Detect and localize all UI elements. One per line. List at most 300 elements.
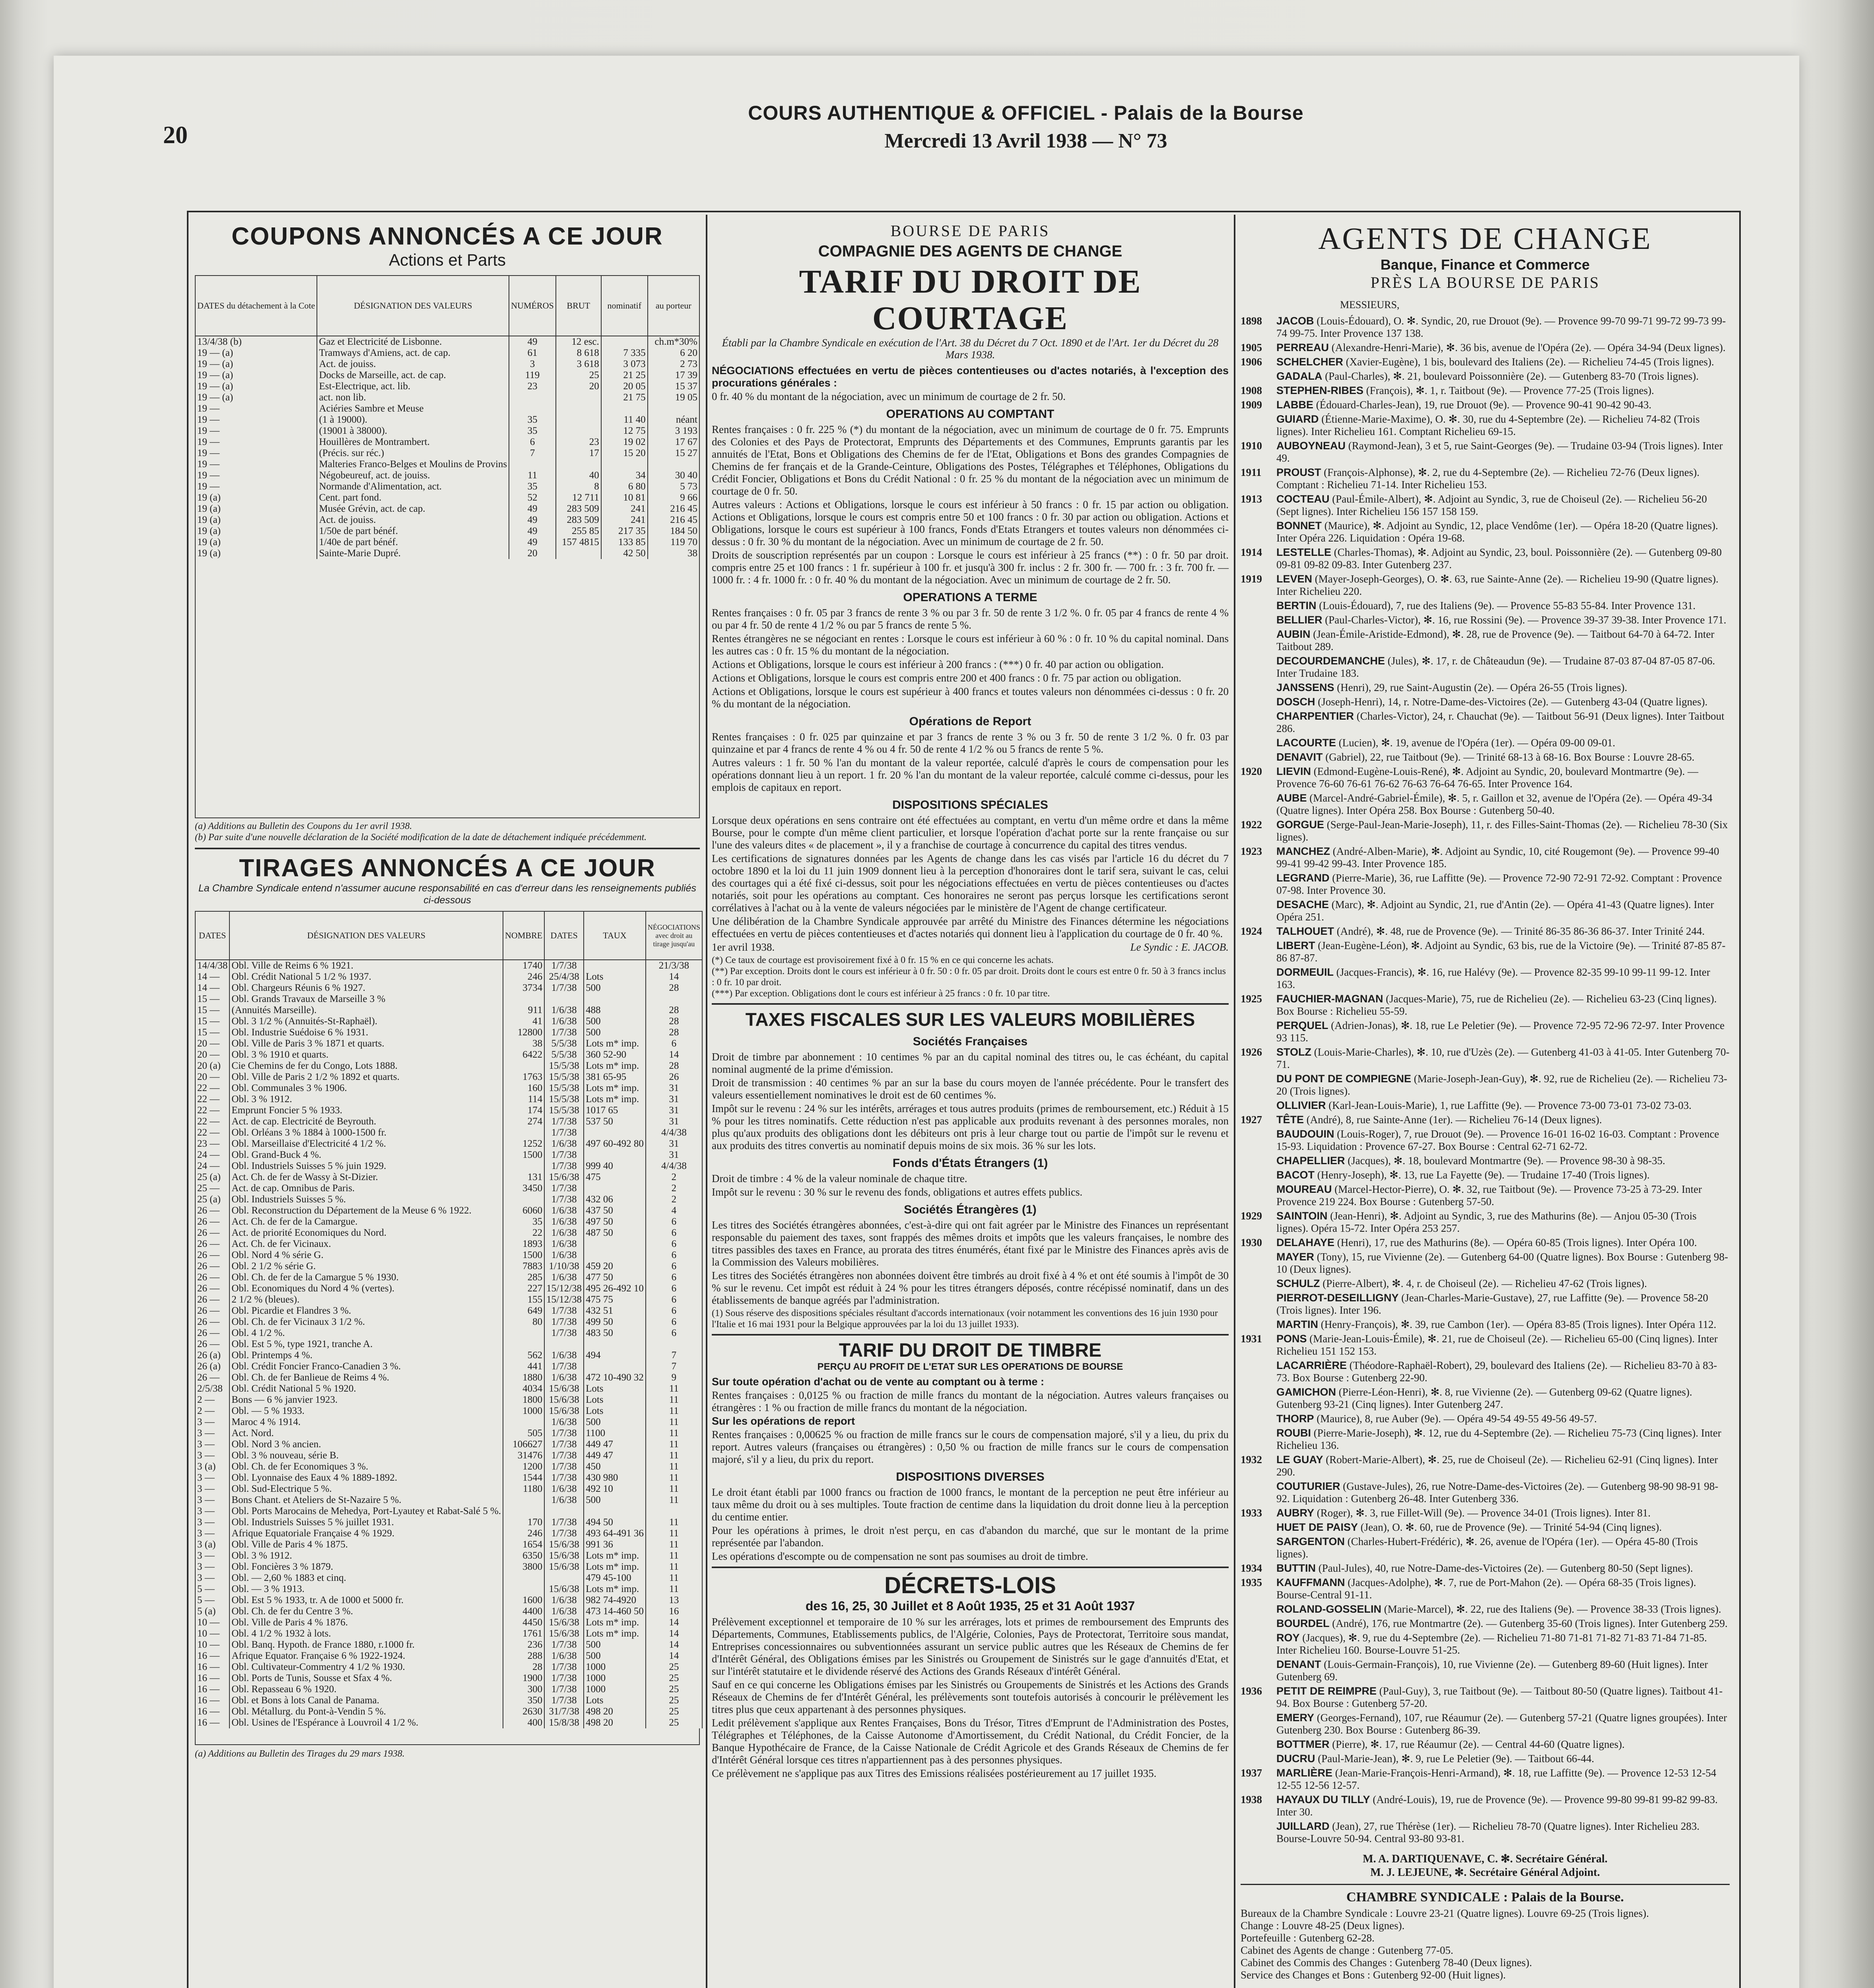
table-cell: néant — [648, 414, 699, 425]
agent-year: 1914 — [1241, 546, 1262, 558]
table-cell: 1763 — [503, 1072, 544, 1083]
table-cell: 11 — [646, 1495, 702, 1506]
comptant-para: Autres valeurs : Actions et Obligations, lorsque le cours est inférieur à 50 francs : 0 fr. 15 par action ou obligation. Actions et Obligations, lorsque le cours est compris entre 50 et 100 francs : 0 fr. 30 par action ou obligation. Actions et Obligations, lorsque le cours est supérieur à 100 francs, Fonds d'Etats Etrangers et toutes valeurs non dénommées ci-dessus : 0 fr. 30 % du montant de la négociation. Avec un minimum de courtage de 2 fr. 50. — [712, 499, 1229, 547]
table-cell: 991 36 — [584, 1539, 646, 1550]
table-cell: 21 25 — [601, 370, 648, 381]
agent-name: PROUST — [1276, 466, 1321, 478]
agent-year: 1909 — [1241, 399, 1262, 411]
table-cell: 15 27 — [648, 448, 699, 459]
table-cell: 1/6/38 — [544, 1016, 584, 1027]
table-cell: 649 — [503, 1305, 544, 1316]
table-cell: 488 — [584, 1005, 646, 1016]
table-cell: 1654 — [503, 1539, 544, 1550]
table-cell: 22 — — [195, 1083, 229, 1094]
agent-details: (Gabriel), 22, rue Taitbout (9e). — Trinité 68-13 à 68-16. Box Bourse : Louvre 28-65. — [1325, 751, 1695, 763]
table-cell: 26 — — [195, 1250, 229, 1261]
table-row — [195, 514, 699, 526]
table-cell: 1/6/38 — [544, 1239, 584, 1250]
table-cell: 155 — [503, 1294, 544, 1305]
table-cell: 500 — [584, 1650, 646, 1662]
agent-details: (André-Alben-Marie), ✻. Adjoint au Syndic, 10, cité Rougemont (9e). — Provence 99-40 99-41 99-42 99-43. Inter Provence 185. — [1276, 845, 1719, 870]
agent-details: (Jean-Henri), ✻. Adjoint au Syndic, 3, rue des Mathurins (8e). — Anjou 05-30 (Trois lignes). Opéra 15-72. Inter Opéra 253 257. — [1276, 1210, 1697, 1234]
table-row — [195, 1105, 702, 1116]
agent-details: (Gustave-Jules), 26, rue Notre-Dame-des-Victoires (2e). — Gutenberg 98-90 98-91 98-92. Liquidation : Gutenberg 26-48. Inter Gutenberg 336. — [1276, 1480, 1719, 1505]
nego-heading: NÉGOCIATIONS effectuées en vertu de pièces contentieuses ou d'actes notariés, à l'exception des procurations générales : — [712, 365, 1229, 389]
agent-name: BELLIER — [1276, 614, 1322, 626]
table-cell: 19 (a) — [195, 548, 317, 559]
agent-entry — [1241, 614, 1730, 626]
table-row — [195, 526, 699, 537]
divers-para: Les opérations d'escompte ou de compensation ne sont pas soumises au droit de timbre. — [712, 1550, 1088, 1562]
agent-entry — [1241, 1767, 1730, 1792]
table-row — [195, 392, 699, 403]
table-cell: 15 — — [195, 1016, 229, 1027]
table-cell: Lots m* imp. — [584, 1038, 646, 1049]
table-cell: Lots m* imp. — [584, 1083, 646, 1094]
table-cell: Obl. Crédit National 5 1/2 % 1937. — [229, 971, 503, 982]
table-cell: 487 50 — [584, 1227, 646, 1239]
timbre-subtitle: PERÇU AU PROFIT DE L'ETAT SUR LES OPERATIONS DE BOURSE — [817, 1361, 1123, 1372]
chambre-line: Cabinet des Commis des Changes : Gutenberg 78-40 (Deux lignes). — [1241, 1957, 1532, 1969]
table-row — [195, 1472, 702, 1483]
table-cell: Act. Ch. de fer Vicinaux. — [229, 1239, 503, 1250]
agent-year: 1924 — [1241, 925, 1262, 937]
coupons-note-a: (a) Additions au Bulletin des Coupons du 1er avril 1938. — [195, 821, 412, 831]
agent-name: LABBE — [1276, 399, 1313, 411]
table-cell: 500 — [584, 982, 646, 994]
agent-details: (Marie-Joseph-Jean-Guy), ✻. 92, rue de Richelieu (2e). — Richelieu 73-20 (Trois lignes). — [1276, 1073, 1727, 1097]
middle-column — [712, 217, 1229, 1988]
table-row — [195, 971, 702, 982]
table-cell: 15 20 — [601, 448, 648, 459]
table-cell: 20 — — [195, 1038, 229, 1049]
table-cell — [556, 425, 601, 437]
table-row — [195, 1684, 702, 1695]
table-cell: 498 20 — [584, 1717, 646, 1728]
table-cell: 40 — [556, 470, 601, 481]
secretary-general: M. A. DARTIQUENAVE, C. ✻. Secrétaire Général. — [1363, 1853, 1608, 1865]
table-row — [195, 481, 699, 492]
table-cell: 500 — [584, 1639, 646, 1650]
chambre-line: Service des Changes et Bons : Gutenberg 92-00 (Huit lignes). — [1241, 1969, 1506, 1981]
table-cell: 477 50 — [584, 1272, 646, 1283]
table-cell: 1000 — [503, 1406, 544, 1417]
agent-entry — [1241, 520, 1730, 544]
table-cell: Obl. Ville de Paris 2 1/2 % 1892 et quarts. — [229, 1072, 503, 1083]
agents-subtitle-2: PRÈS LA BOURSE DE PARIS — [1370, 274, 1600, 291]
table-cell: Obl. 3 % nouveau, série B. — [229, 1450, 503, 1461]
table-cell: 22 — [503, 1227, 544, 1239]
table-cell: 505 — [503, 1428, 544, 1439]
table-cell: 26 — — [195, 1339, 229, 1350]
table-cell: 31 — [646, 1116, 702, 1127]
agent-entry — [1241, 1427, 1730, 1452]
agent-name: GADALA — [1276, 370, 1322, 382]
table-row — [195, 1383, 702, 1394]
table-cell: Maroc 4 % 1914. — [229, 1417, 503, 1428]
table-cell: 430 980 — [584, 1472, 646, 1483]
agent-details: (Marie-Jean-Louis-Émile), ✻. 21, rue de Choiseul (2e). — Richelieu 65-00 (Cinq lignes). Inter Richelieu 151 152 153. — [1276, 1333, 1718, 1357]
table-cell: 19 (a) — [195, 514, 317, 526]
table-cell: 20 — — [195, 1049, 229, 1060]
agent-details: (Jean), 27, rue Thérèse (1er). — Richelieu 78-70 (Quatre lignes). Inter Richelieu 283. Bourse-Louvre 50-94. Central 93-80 93-81. — [1276, 1820, 1700, 1844]
table-cell: 30 40 — [648, 470, 699, 481]
table-cell: 1/6/38 — [544, 1650, 584, 1662]
table-cell: Sainte-Marie Dupré. — [317, 548, 509, 559]
agent-details: (Étienne-Marie-Maxime), O. ✻. 30, rue du 4-Septembre (2e). — Richelieu 74-82 (Trois lignes). Inter Richelieu 161. Comptant Richelieu 69-15. — [1276, 413, 1700, 437]
terme-para: Rentes françaises : 0 fr. 05 par 3 francs de rente 3 % ou par 3 fr. 50 de rente 3 1/2 %. 0 fr. 05 par 4 francs de rente 4 % ou par 4 fr. 50 de rente 4 1/2 % ou par 5 francs de rente 5 %. — [712, 607, 1229, 631]
table-cell: 288 — [503, 1650, 544, 1662]
table-cell — [556, 403, 601, 414]
table-cell: 11 — [646, 1528, 702, 1539]
table-cell: 3 — — [195, 1428, 229, 1439]
agent-name: DOSCH — [1276, 696, 1315, 708]
table-cell: 25 — [646, 1695, 702, 1706]
table-cell: 19 — — [195, 459, 317, 470]
table-cell: 4/4/38 — [646, 1161, 702, 1172]
table-cell: Obl. Ch. de fer Economiques 3 %. — [229, 1461, 503, 1472]
agent-details: (André), ✻. 48, rue de Provence (9e). — Trinité 86-35 86-36 86-37. Inter Trinité 244. — [1336, 925, 1705, 937]
table-cell: 119 70 — [648, 537, 699, 548]
table-cell: Obl. Printemps 4 %. — [229, 1350, 503, 1361]
table-cell: 28 — [646, 1060, 702, 1072]
table-cell: 28 — [503, 1662, 544, 1673]
table-cell: Obl. Crédit National 5 % 1920. — [229, 1383, 503, 1394]
table-cell: 11 — [646, 1417, 702, 1428]
table-cell: 1893 — [503, 1239, 544, 1250]
table-cell: Malteries Franco-Belges et Moulins de Provins — [317, 459, 509, 470]
table-cell: Obl. Economiques du Nord 4 % (vertes). — [229, 1283, 503, 1294]
agent-year: 1920 — [1241, 765, 1262, 777]
table-cell — [503, 1161, 544, 1172]
table-cell: 114 — [503, 1094, 544, 1105]
table-cell: Obl. 3 1/2 % (Annuités-St-Raphaël). — [229, 1016, 503, 1027]
table-cell: 4/4/38 — [646, 1127, 702, 1138]
table-cell: 16 — — [195, 1684, 229, 1695]
table-cell: 31 — [646, 1094, 702, 1105]
table-row — [195, 1149, 702, 1161]
syndic-signature: Le Syndic : E. JACOB. — [1130, 941, 1229, 953]
col-header-porteur: au porteur — [648, 276, 699, 336]
table-cell — [584, 1250, 646, 1261]
agent-details: (Henri), 17, rue des Mathurins (8e). — Opéra 60-85 (Trois lignes). Inter Opéra 100. — [1337, 1237, 1697, 1248]
timbre-report-heading: Sur les opérations de report — [712, 1415, 855, 1427]
table-cell: Obl. Banq. Hypoth. de France 1880, r.1000 fr. — [229, 1639, 503, 1650]
agent-name: LIEVIN — [1276, 765, 1311, 777]
table-row — [195, 1417, 702, 1428]
agent-entry — [1241, 1169, 1730, 1181]
terme-title: OPERATIONS A TERME — [903, 591, 1037, 604]
table-row — [195, 492, 699, 503]
table-cell: Obl. 4 1/2 % 1932 à lots. — [229, 1628, 503, 1639]
agent-name: DENAVIT — [1276, 751, 1323, 763]
coupons-title: COUPONS ANNONCÉS A CE JOUR — [231, 223, 663, 250]
decrets-title: DÉCRETS-LOIS — [884, 1573, 1056, 1598]
table-row — [195, 414, 699, 425]
agent-entry — [1241, 1576, 1730, 1601]
table-cell: Obl. 4 1/2 %. — [229, 1328, 503, 1339]
table-cell: 562 — [503, 1350, 544, 1361]
table-cell: Obl. Industriels Suisses 5 % juillet 1931. — [229, 1517, 503, 1528]
table-row — [195, 1361, 702, 1372]
table-row — [195, 1205, 702, 1216]
table-cell: 1/7/38 — [544, 1528, 584, 1539]
divers-title: DISPOSITIONS DIVERSES — [896, 1470, 1045, 1483]
table-cell: 26 — — [195, 1316, 229, 1328]
agent-name: DESACHE — [1276, 899, 1329, 911]
agent-entry — [1241, 1753, 1730, 1765]
table-cell: 31 — [646, 1138, 702, 1149]
table-cell: Obl. Ville de Paris 4 % 1875. — [229, 1539, 503, 1550]
table-row — [195, 1216, 702, 1227]
agent-entry — [1241, 1019, 1730, 1044]
table-cell: Lots m* imp. — [584, 1561, 646, 1573]
agent-details: (Charles-Hubert-Frédéric), ✻. 26, avenue de l'Opéra (1er). — Opéra 45-80 (Trois lignes). — [1276, 1536, 1698, 1560]
agent-details: (Georges-Fernand), 107, rue Réaumur (2e). — Gutenberg 57-21 (Quatre lignes groupées). Inter Gutenberg 230. Box Bourse : Gutenberg 86-39. — [1276, 1712, 1727, 1736]
table-cell: 23 — — [195, 1138, 229, 1149]
agent-name: BACOT — [1276, 1169, 1315, 1181]
table-row — [195, 1573, 702, 1584]
table-cell: 31 — [646, 1105, 702, 1116]
table-cell: 20 — [509, 548, 556, 559]
table-cell: 3 — — [195, 1550, 229, 1561]
table-cell: 19 — — [195, 437, 317, 448]
table-cell: 2 — — [195, 1394, 229, 1406]
agent-entry — [1241, 1210, 1730, 1235]
table-cell: 1/7/38 — [544, 1439, 584, 1450]
agent-details: (François), ✻. 1, r. Taitbout (9e). — Provence 77-25 (Trois lignes). — [1366, 384, 1654, 396]
agent-name: SCHULZ — [1276, 1277, 1320, 1289]
table-cell: 6 — [646, 1038, 702, 1049]
agent-name: COCTEAU — [1276, 493, 1330, 505]
table-cell: Obl. 3 % 1910 et quarts. — [229, 1049, 503, 1060]
col-header-dates: DATES — [195, 911, 229, 960]
table-row — [195, 1461, 702, 1472]
table-cell: 1/6/38 — [544, 1417, 584, 1428]
agent-entry — [1241, 655, 1730, 679]
agent-entry — [1241, 1738, 1730, 1751]
table-cell: 1/6/38 — [544, 1350, 584, 1361]
soc-fr-para: Droit de transmission : 40 centimes % par an sur la base du cours moyen de l'année précédente. Pour le transfert des valeurs essentiellement nominatives le droit est de 60 centimes %. — [712, 1077, 1229, 1101]
table-row — [195, 459, 699, 470]
table-cell: Obl. Picardie et Flandres 3 %. — [229, 1305, 503, 1316]
table-cell: 1/6/38 — [544, 1272, 584, 1283]
tirages-table-filler — [195, 1728, 700, 1745]
table-row — [195, 1372, 702, 1383]
table-cell: Obl. Chargeurs Réunis 6 % 1927. — [229, 982, 503, 994]
table-cell: 25 — [646, 1673, 702, 1684]
table-cell: 432 51 — [584, 1305, 646, 1316]
agent-details: (Karl-Jean-Louis-Marie), 1, rue Laffitte (9e). — Provence 73-00 73-01 73-02 73-03. — [1328, 1099, 1691, 1111]
agent-name: COUTURIER — [1276, 1480, 1340, 1492]
agent-entry — [1241, 1820, 1730, 1845]
comptant-title: OPERATIONS AU COMPTANT — [886, 408, 1054, 421]
signature-date: 1er avril 1938. — [712, 941, 775, 953]
agent-year: 1936 — [1241, 1685, 1262, 1697]
table-cell: 15/6/38 — [544, 1561, 584, 1573]
table-cell: 11 — [646, 1383, 702, 1394]
table-row — [195, 1350, 702, 1361]
table-row — [195, 982, 702, 994]
table-cell: 14 — — [195, 982, 229, 994]
agent-entry — [1241, 466, 1730, 491]
coupons-table-filler — [195, 559, 700, 818]
agent-name: PETIT DE REIMPRE — [1276, 1685, 1377, 1697]
agent-entry — [1241, 899, 1730, 923]
table-row — [195, 1227, 702, 1239]
courtage-subtitle: Établi par la Chambre Syndicale en exécution de l'Art. 38 du Décret du 7 Oct. 1890 et de l'Art. 1er du Décret du 28 Mars 1938. — [722, 337, 1219, 361]
table-cell: 475 — [584, 1172, 646, 1183]
masthead-date: Mercredi 13 Avril 1938 — N° 73 — [884, 130, 1167, 152]
agent-year: 1927 — [1241, 1114, 1262, 1126]
table-cell: 15 — — [195, 994, 229, 1005]
table-cell — [503, 1584, 544, 1595]
agent-details: (Jacques-Marie), 75, rue de Richelieu (2e). — Richelieu 63-23 (Cinq lignes). Box Bourse : Richelieu 55-59. — [1276, 993, 1717, 1017]
table-cell: 15/6/38 — [544, 1172, 584, 1183]
table-cell: 1/7/38 — [544, 1472, 584, 1483]
table-cell: 35 — [503, 1216, 544, 1227]
table-cell: 6 — [646, 1305, 702, 1316]
table-cell: 6 — [646, 1316, 702, 1328]
table-cell: 472 10-490 32 — [584, 1372, 646, 1383]
table-cell: 5/5/38 — [544, 1049, 584, 1060]
agent-name: PERREAU — [1276, 342, 1329, 353]
tirages-note: (a) Additions au Bulletin des Tirages du 29 mars 1938. — [195, 1749, 405, 1759]
table-row — [195, 1528, 702, 1539]
soc-fr-para: Impôt sur le revenu : 24 % sur les intérêts, arrérages et tous autres produits (primes de remboursement, etc.) Réduit à 15 % pour les titres nominatifs. Cette réduction n'est pas applicable aux produits revenant à des personnes morales, non plus qu'aux produits des obligations dont les débiteurs ont pris à leur charge tout ou partie de l'impôt sur le revenu et aux produits des titres convertis au nominatif depuis moins de six mois. 36 % sur les lots. — [712, 1103, 1229, 1151]
agent-details: (Louis-Édouard), 7, rue des Italiens (9e). — Provence 55-83 55-84. Inter Provence 131. — [1319, 600, 1696, 612]
table-row — [195, 1239, 702, 1250]
table-row — [195, 1161, 702, 1172]
table-row — [195, 1695, 702, 1706]
table-cell: 15/8/38 — [544, 1717, 584, 1728]
table-cell: 1/7/38 — [544, 1361, 584, 1372]
table-cell — [503, 1417, 544, 1428]
table-cell: 1/6/38 — [544, 1005, 584, 1016]
table-cell: 26 — — [195, 1227, 229, 1239]
table-cell: 500 — [584, 1495, 646, 1506]
table-cell — [648, 459, 699, 470]
table-cell: 6 20 — [648, 348, 699, 359]
table-cell: 1880 — [503, 1372, 544, 1383]
agent-details: (Pierre), ✻. 17, rue Réaumur (2e). — Central 44-60 (Quatre lignes). — [1332, 1738, 1625, 1750]
chambre-line: Cabinet des Agents de change : Gutenberg 77-05. — [1241, 1944, 1453, 1956]
agent-entry — [1241, 1617, 1730, 1630]
table-cell: 28 — [646, 982, 702, 994]
agent-entry — [1241, 1155, 1730, 1167]
table-cell: ch.m*30% — [648, 336, 699, 348]
agent-name: LACOURTE — [1276, 737, 1336, 749]
table-cell: 22 — — [195, 1094, 229, 1105]
table-cell: Act. de jouiss. — [317, 514, 509, 526]
nego-text: 0 fr. 40 % du montant de la négociation, avec un minimum de courtage de 2 fr. 50. — [712, 390, 1066, 402]
table-cell: 537 50 — [584, 1116, 646, 1127]
agent-entry — [1241, 1685, 1730, 1710]
soc-fr-para: Droit de timbre par abonnement : 10 centimes % par an du capital nominal des titres ou, le cas échéant, du capital nominal augmenté de la prime d'émission. — [712, 1051, 1229, 1075]
coupons-note-b: (b) Par suite d'une nouvelle déclaration de la Société modification de la date de détachement indiquée précédemment. — [195, 832, 647, 843]
table-cell: 49 — [509, 526, 556, 537]
table-cell: 15 — — [195, 1027, 229, 1038]
table-cell: Obl. Est 5 % 1933, tr. A de 1000 et 5000 fr. — [229, 1595, 503, 1606]
table-cell: 449 47 — [584, 1439, 646, 1450]
agent-details: (Maurice), 8, rue Auber (9e). — Opéra 49-54 49-55 49-56 49-57. — [1317, 1413, 1597, 1425]
table-cell — [648, 403, 699, 414]
table-cell: 15/5/38 — [544, 1072, 584, 1083]
table-cell: 7 335 — [601, 348, 648, 359]
table-cell: 34 — [601, 470, 648, 481]
table-cell: 10 81 — [601, 492, 648, 503]
agent-entry — [1241, 370, 1730, 382]
table-cell: 15/6/38 — [544, 1550, 584, 1561]
agent-entry — [1241, 1292, 1730, 1316]
table-cell: 2 — — [195, 1406, 229, 1417]
agent-details: (Lucien), ✻. 19, avenue de l'Opéra (1er). — Opéra 09-00 09-01. — [1338, 737, 1616, 749]
table-cell: 3 — — [195, 1517, 229, 1528]
fonds-title: Fonds d'États Étrangers (1) — [892, 1157, 1048, 1170]
agent-details: (Paul-Charles), ✻. 21, boulevard Poissonnière (2e). — Gutenberg 83-70 (Trois lignes). — [1325, 370, 1699, 382]
table-cell: Obl. Communales 3 % 1906. — [229, 1083, 503, 1094]
table-cell: 493 64-491 36 — [584, 1528, 646, 1539]
table-cell: 459 20 — [584, 1261, 646, 1272]
agent-name: LESTELLE — [1276, 546, 1332, 558]
table-cell: 15/6/38 — [544, 1406, 584, 1417]
agent-entry — [1241, 315, 1730, 340]
table-cell: 1500 — [503, 1250, 544, 1261]
table-cell: 1/7/38 — [544, 1662, 584, 1673]
agent-year: 1934 — [1241, 1562, 1262, 1574]
agent-entry — [1241, 1658, 1730, 1683]
agent-entry — [1241, 765, 1730, 790]
table-cell: 14 — [646, 971, 702, 982]
table-cell: 15/6/38 — [544, 1383, 584, 1394]
table-cell: Bons — 6 % janvier 1923. — [229, 1394, 503, 1406]
table-cell: Négobeureuf, act. de jouiss. — [317, 470, 509, 481]
table-cell: 7 — [646, 1361, 702, 1372]
agent-name: ROY — [1276, 1632, 1300, 1644]
table-cell: 35 — [509, 481, 556, 492]
table-row — [195, 1517, 702, 1528]
table-cell: Act. Ch. de fer de Wassy à St-Dizier. — [229, 1172, 503, 1183]
table-cell: 1/7/38 — [544, 1450, 584, 1461]
table-cell: Obl. Grands Travaux de Marseille 3 % — [229, 994, 503, 1005]
agent-name: CHAPELLIER — [1276, 1155, 1345, 1167]
table-cell: 10 — — [195, 1628, 229, 1639]
agent-entry — [1241, 710, 1730, 735]
agent-name: SAINTOIN — [1276, 1210, 1328, 1222]
table-cell — [584, 960, 646, 971]
table-cell: 19 — (a) — [195, 370, 317, 381]
table-cell: 217 35 — [601, 526, 648, 537]
agent-details: (Henri), 29, rue Saint-Augustin (2e). — Opéra 26-55 (Trois lignes). — [1337, 681, 1627, 693]
table-cell: 1000 — [584, 1673, 646, 1684]
agent-name: LACARRIÈRE — [1276, 1359, 1347, 1371]
table-row — [195, 1138, 702, 1149]
table-cell: Obl. Cultivateur-Commentry 4 1/2 % 1930. — [229, 1662, 503, 1673]
table-cell: 473 14-460 50 — [584, 1606, 646, 1617]
table-row — [195, 1561, 702, 1573]
agent-year: 1929 — [1241, 1210, 1262, 1222]
table-row — [195, 336, 699, 348]
table-cell: 497 60-492 80 — [584, 1138, 646, 1149]
col-header-nombre: NOMBRE — [503, 911, 544, 960]
table-cell: 26 — [646, 1072, 702, 1083]
table-cell: 26 (a) — [195, 1350, 229, 1361]
table-cell — [509, 459, 556, 470]
agent-details: (Marcel-Hector-Pierre), O. ✻. 32, rue Taitbout (9e). — Provence 73-25 à 73-29. Inter Provence 219 224. Box Bourse : Gutenberg 57-50. — [1276, 1183, 1702, 1208]
section-rule — [712, 1567, 1229, 1568]
table-cell: 1/6/38 — [544, 1250, 584, 1261]
table-row — [195, 1127, 702, 1138]
